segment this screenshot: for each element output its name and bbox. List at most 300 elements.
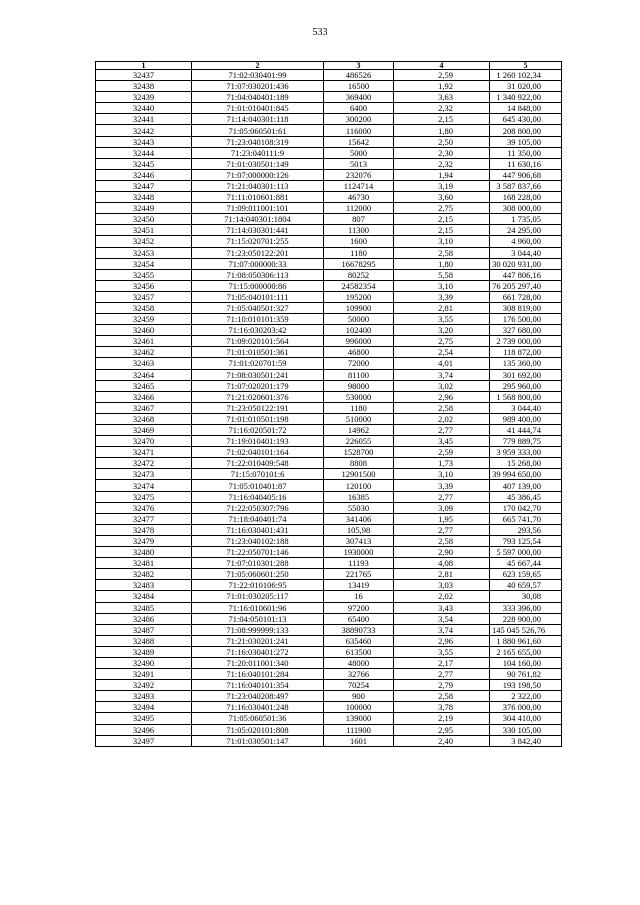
table-cell: 14 848,00	[490, 103, 562, 114]
table-cell: 2,77	[394, 425, 490, 436]
table-cell: 32493	[96, 691, 192, 702]
table-cell: 3,03	[394, 580, 490, 591]
table-cell: 32442	[96, 125, 192, 136]
table-cell: 2,77	[394, 669, 490, 680]
table-cell: 71:22:050701:146	[192, 547, 324, 558]
table-row	[96, 203, 562, 214]
table-row	[96, 291, 562, 302]
table-cell: 32488	[96, 635, 192, 646]
column-header: 1	[96, 62, 192, 70]
table-cell: 71:16:010601:96	[192, 602, 324, 613]
table-cell: 71:08:050306:113	[192, 269, 324, 280]
table-cell: 341406	[324, 513, 394, 524]
table-cell: 71:21:040301:113	[192, 180, 324, 191]
table-cell: 32457	[96, 291, 192, 302]
table-cell: 369400	[324, 92, 394, 103]
table-cell: 2,15	[394, 225, 490, 236]
table-row	[96, 247, 562, 258]
table-row	[96, 103, 562, 114]
table-cell: 665 741,70	[490, 513, 562, 524]
table-cell: 71:07:020201:179	[192, 380, 324, 391]
table-cell: 447 906,68	[490, 169, 562, 180]
table-cell: 3,54	[394, 613, 490, 624]
table-row	[96, 436, 562, 447]
table-row	[96, 469, 562, 480]
table-cell: 1600	[324, 236, 394, 247]
table-cell: 635460	[324, 635, 394, 646]
table-cell: 71:01:010401:845	[192, 103, 324, 114]
table-cell: 55030	[324, 502, 394, 513]
table-cell: 15642	[324, 136, 394, 147]
table-cell: 71:14:030301:441	[192, 225, 324, 236]
table-cell: 80252	[324, 269, 394, 280]
table-row	[96, 613, 562, 624]
table-cell: 779 889,75	[490, 436, 562, 447]
table-cell: 32483	[96, 580, 192, 591]
table-cell: 46800	[324, 347, 394, 358]
table-row	[96, 602, 562, 613]
table-cell: 81100	[324, 369, 394, 380]
table-cell: 71:08:999999:133	[192, 624, 324, 635]
table-cell: 71:09:011001:101	[192, 203, 324, 214]
table-cell: 3,10	[394, 469, 490, 480]
table-cell: 105,98	[324, 524, 394, 535]
table-cell: 71:22:050307:796	[192, 502, 324, 513]
table-cell: 32497	[96, 735, 192, 746]
table-cell: 71:05:040101:111	[192, 291, 324, 302]
table-row	[96, 491, 562, 502]
table-row	[96, 147, 562, 158]
table-cell: 3,74	[394, 624, 490, 635]
table-cell: 2,17	[394, 657, 490, 668]
table-cell: 13419	[324, 580, 394, 591]
table-cell: 193 198,50	[490, 680, 562, 691]
table-cell: 1180	[324, 247, 394, 258]
table-cell: 71:01:030205:117	[192, 591, 324, 602]
table-cell: 3,39	[394, 480, 490, 491]
table-cell: 71:07:030201:436	[192, 81, 324, 92]
table-cell: 623 159,65	[490, 569, 562, 580]
table-cell: 11 350,00	[490, 147, 562, 158]
table-cell: 16	[324, 591, 394, 602]
table-cell: 2,59	[394, 447, 490, 458]
table-row	[96, 81, 562, 92]
table-cell: 308 819,00	[490, 302, 562, 313]
table-cell: 1,92	[394, 81, 490, 92]
table-cell: 3,74	[394, 369, 490, 380]
table-row	[96, 458, 562, 469]
table-cell: 661 728,00	[490, 291, 562, 302]
table-cell: 2,15	[394, 114, 490, 125]
table-cell: 71:05:040501:327	[192, 302, 324, 313]
table-cell: 71:20:011001:340	[192, 657, 324, 668]
table-row	[96, 580, 562, 591]
table-cell: 71:19:010401:193	[192, 436, 324, 447]
table-cell: 71:16:030401:248	[192, 702, 324, 713]
table-cell: 3 842,40	[490, 735, 562, 746]
table-row	[96, 325, 562, 336]
table-cell: 3,02	[394, 380, 490, 391]
table-cell: 71:15:000000:86	[192, 280, 324, 291]
table-cell: 104 160,00	[490, 657, 562, 668]
table-cell: 71:22:010106:95	[192, 580, 324, 591]
table-cell: 120100	[324, 480, 394, 491]
table-cell: 5013	[324, 158, 394, 169]
table-cell: 304 410,00	[490, 713, 562, 724]
table-cell: 226055	[324, 436, 394, 447]
table-cell: 71:23:040208:497	[192, 691, 324, 702]
table-cell: 32455	[96, 269, 192, 280]
table-cell: 71:04:040401:189	[192, 92, 324, 103]
table-cell: 2,40	[394, 735, 490, 746]
table-cell: 71:02:040101:164	[192, 447, 324, 458]
table-cell: 613500	[324, 646, 394, 657]
table-cell: 807	[324, 214, 394, 225]
table-row	[96, 192, 562, 203]
table-row	[96, 624, 562, 635]
table-cell: 2 739 000,00	[490, 336, 562, 347]
table-cell: 97200	[324, 602, 394, 613]
table-cell: 1180	[324, 402, 394, 413]
table-cell: 4 960,00	[490, 236, 562, 247]
table-cell: 32484	[96, 591, 192, 602]
table-cell: 4,08	[394, 558, 490, 569]
table-cell: 32485	[96, 602, 192, 613]
table-cell: 16385	[324, 491, 394, 502]
table-row	[96, 447, 562, 458]
table-cell: 71:05:010401:87	[192, 480, 324, 491]
table-cell: 3,60	[394, 192, 490, 203]
table-cell: 32478	[96, 524, 192, 535]
table-cell: 32450	[96, 214, 192, 225]
table-cell: 32467	[96, 402, 192, 413]
table-cell: 2,58	[394, 402, 490, 413]
table-cell: 32437	[96, 70, 192, 81]
table-row	[96, 225, 562, 236]
table-cell: 3,39	[394, 291, 490, 302]
table-cell: 510000	[324, 413, 394, 424]
table-cell: 32482	[96, 569, 192, 580]
table-cell: 2,58	[394, 247, 490, 258]
table-cell: 2 165 655,00	[490, 646, 562, 657]
table-cell: 1,80	[394, 125, 490, 136]
table-cell: 32472	[96, 458, 192, 469]
table-cell: 530000	[324, 391, 394, 402]
table-cell: 71:14:040301:118	[192, 114, 324, 125]
table-cell: 2,90	[394, 547, 490, 558]
table-row	[96, 302, 562, 313]
table-cell: 2,95	[394, 724, 490, 735]
table-cell: 32492	[96, 680, 192, 691]
table-cell: 71:16:040405:16	[192, 491, 324, 502]
table-row	[96, 713, 562, 724]
table-cell: 293,56	[490, 524, 562, 535]
table-cell: 11300	[324, 225, 394, 236]
table-cell: 32486	[96, 613, 192, 624]
table-row	[96, 524, 562, 535]
table-cell: 100000	[324, 702, 394, 713]
table-cell: 32459	[96, 314, 192, 325]
table-cell: 135 360,00	[490, 358, 562, 369]
table-cell: 32466	[96, 391, 192, 402]
table-cell: 71:16:030401:272	[192, 646, 324, 657]
table-cell: 71:21:030201:241	[192, 635, 324, 646]
table-cell: 32468	[96, 413, 192, 424]
table-cell: 1930000	[324, 547, 394, 558]
table-cell: 3,20	[394, 325, 490, 336]
table-cell: 71:23:050122:201	[192, 247, 324, 258]
table-cell: 1601	[324, 735, 394, 746]
table-cell: 1,73	[394, 458, 490, 469]
table-cell: 112000	[324, 203, 394, 214]
table-cell: 90 761,82	[490, 669, 562, 680]
table-cell: 76 205 297,40	[490, 280, 562, 291]
table-cell: 2,96	[394, 635, 490, 646]
table-cell: 11193	[324, 558, 394, 569]
table-cell: 71:07:000000:33	[192, 258, 324, 269]
table-cell: 2,02	[394, 591, 490, 602]
table-cell: 71:16:040101:354	[192, 680, 324, 691]
table-cell: 1 340 922,00	[490, 92, 562, 103]
table-cell: 71:10:010101:359	[192, 314, 324, 325]
table-cell: 41 444,74	[490, 425, 562, 436]
table-cell: 2,81	[394, 302, 490, 313]
table-row	[96, 635, 562, 646]
table-row	[96, 547, 562, 558]
table-cell: 71:05:020101:808	[192, 724, 324, 735]
table-row	[96, 236, 562, 247]
table-cell: 71:05:060601:250	[192, 569, 324, 580]
table-row	[96, 646, 562, 657]
table-cell: 900	[324, 691, 394, 702]
table-cell: 71:15:020701:255	[192, 236, 324, 247]
column-header: 3	[324, 62, 394, 70]
table-cell: 31 020,00	[490, 81, 562, 92]
table-cell: 71:21:020601:376	[192, 391, 324, 402]
table-row	[96, 136, 562, 147]
table-cell: 32480	[96, 547, 192, 558]
table-cell: 32496	[96, 724, 192, 735]
table-cell: 3,43	[394, 602, 490, 613]
table-cell: 32445	[96, 158, 192, 169]
table-cell: 1 568 800,00	[490, 391, 562, 402]
table-cell: 2 322,00	[490, 691, 562, 702]
table-row	[96, 402, 562, 413]
table-row	[96, 158, 562, 169]
table-cell: 71:22:010409:548	[192, 458, 324, 469]
table-cell: 32479	[96, 535, 192, 546]
table-cell: 176 500,00	[490, 314, 562, 325]
table-cell: 330 105,00	[490, 724, 562, 735]
table-cell: 486526	[324, 70, 394, 81]
table-cell: 32438	[96, 81, 192, 92]
table-cell: 145 045 526,76	[490, 624, 562, 635]
table-cell: 996000	[324, 336, 394, 347]
table-cell: 46730	[324, 192, 394, 203]
table-cell: 32464	[96, 369, 192, 380]
table-cell: 102400	[324, 325, 394, 336]
table-cell: 32491	[96, 669, 192, 680]
table-row	[96, 513, 562, 524]
table-row	[96, 214, 562, 225]
table-cell: 32463	[96, 358, 192, 369]
table-cell: 50000	[324, 314, 394, 325]
table-cell: 32489	[96, 646, 192, 657]
table-cell: 2,96	[394, 391, 490, 402]
table-cell: 98000	[324, 380, 394, 391]
page-number: 533	[312, 27, 328, 38]
table-cell: 111900	[324, 724, 394, 735]
table-cell: 2,50	[394, 136, 490, 147]
table-cell: 14962	[324, 425, 394, 436]
column-header: 2	[192, 62, 324, 70]
table-row	[96, 380, 562, 391]
table-cell: 32481	[96, 558, 192, 569]
table-cell: 32454	[96, 258, 192, 269]
table-cell: 71:23:040108:319	[192, 136, 324, 147]
table-cell: 71:16:040101:284	[192, 669, 324, 680]
table-cell: 228 900,00	[490, 613, 562, 624]
table-cell: 307413	[324, 535, 394, 546]
table-cell: 2,77	[394, 524, 490, 535]
table-cell: 1,80	[394, 258, 490, 269]
table-cell: 32494	[96, 702, 192, 713]
table-cell: 2,75	[394, 203, 490, 214]
table-cell: 71:04:050101:13	[192, 613, 324, 624]
table-cell: 1 735,05	[490, 214, 562, 225]
table-cell: 5000	[324, 147, 394, 158]
table-cell: 221765	[324, 569, 394, 580]
table-cell: 32469	[96, 425, 192, 436]
table-cell: 16678295	[324, 258, 394, 269]
table-cell: 208 800,00	[490, 125, 562, 136]
table-cell: 71:11:010601:881	[192, 192, 324, 203]
table-cell: 71:07:010301:288	[192, 558, 324, 569]
table-cell: 71:15:070101:6	[192, 469, 324, 480]
table-cell: 32495	[96, 713, 192, 724]
table-cell: 645 430,00	[490, 114, 562, 125]
table-cell: 447 806,16	[490, 269, 562, 280]
table-row	[96, 657, 562, 668]
table-cell: 989 400,00	[490, 413, 562, 424]
table-row	[96, 114, 562, 125]
table-cell: 32474	[96, 480, 192, 491]
table-cell: 5,58	[394, 269, 490, 280]
data-table	[95, 61, 562, 747]
table-body	[96, 70, 562, 747]
table-cell: 2,54	[394, 347, 490, 358]
table-cell: 39 105,00	[490, 136, 562, 147]
table-cell: 2,59	[394, 70, 490, 81]
table-cell: 30 020 931,00	[490, 258, 562, 269]
table-cell: 32453	[96, 247, 192, 258]
table-row	[96, 569, 562, 580]
table-cell: 1 880 961,60	[490, 635, 562, 646]
table-cell: 2,75	[394, 336, 490, 347]
table-cell: 2,81	[394, 569, 490, 580]
table-row	[96, 480, 562, 491]
table-cell: 32465	[96, 380, 192, 391]
table-cell: 3,63	[394, 92, 490, 103]
table-cell: 8808	[324, 458, 394, 469]
table-cell: 32473	[96, 469, 192, 480]
table-cell: 4,01	[394, 358, 490, 369]
table-cell: 1 260 102,34	[490, 70, 562, 81]
table-cell: 24 295,00	[490, 225, 562, 236]
table-cell: 71:01:030501:149	[192, 158, 324, 169]
table-cell: 71:23:050122:191	[192, 402, 324, 413]
table-cell: 71:23:040102:188	[192, 535, 324, 546]
table-cell: 3,78	[394, 702, 490, 713]
table-cell: 32456	[96, 280, 192, 291]
table-row	[96, 180, 562, 191]
table-cell: 45 386,45	[490, 491, 562, 502]
table-cell: 3,10	[394, 280, 490, 291]
table-cell: 2,79	[394, 680, 490, 691]
table-cell: 71:07:000000:126	[192, 169, 324, 180]
table-cell: 333 396,00	[490, 602, 562, 613]
table-cell: 170 042,70	[490, 502, 562, 513]
table-cell: 32452	[96, 236, 192, 247]
table-cell: 38890733	[324, 624, 394, 635]
table-cell: 232076	[324, 169, 394, 180]
table-cell: 32476	[96, 502, 192, 513]
table-cell: 71:02:030401:99	[192, 70, 324, 81]
table-row	[96, 591, 562, 602]
table-cell: 3,45	[394, 436, 490, 447]
table-cell: 116000	[324, 125, 394, 136]
table-row	[96, 669, 562, 680]
table-cell: 32462	[96, 347, 192, 358]
table-cell: 39 994 650,00	[490, 469, 562, 480]
table-cell: 71:01:030501:147	[192, 735, 324, 746]
table-cell: 3,55	[394, 314, 490, 325]
table-cell: 24582354	[324, 280, 394, 291]
table-cell: 65400	[324, 613, 394, 624]
table-cell: 71:09:020101:564	[192, 336, 324, 347]
table-cell: 32470	[96, 436, 192, 447]
table-cell: 32439	[96, 92, 192, 103]
table-row	[96, 691, 562, 702]
table-cell: 195200	[324, 291, 394, 302]
table-cell: 2,19	[394, 713, 490, 724]
table-cell: 376 000,00	[490, 702, 562, 713]
table-cell: 71:05:060501:61	[192, 125, 324, 136]
table-row	[96, 258, 562, 269]
table-cell: 2,32	[394, 158, 490, 169]
table-cell: 793 125,54	[490, 535, 562, 546]
table-cell: 2,02	[394, 413, 490, 424]
table-row	[96, 169, 562, 180]
table-cell: 3 044,40	[490, 402, 562, 413]
table-cell: 15 268,00	[490, 458, 562, 469]
table-cell: 71:01:010501:198	[192, 413, 324, 424]
table-cell: 12901500	[324, 469, 394, 480]
table-cell: 32449	[96, 203, 192, 214]
table-cell: 2,58	[394, 535, 490, 546]
table-cell: 1,94	[394, 169, 490, 180]
table-cell: 32766	[324, 669, 394, 680]
table-cell: 32461	[96, 336, 192, 347]
table-cell: 71:16:020501:72	[192, 425, 324, 436]
table-row	[96, 413, 562, 424]
table-row	[96, 680, 562, 691]
table-cell: 2,15	[394, 214, 490, 225]
table-cell: 1,95	[394, 513, 490, 524]
table-cell: 1124714	[324, 180, 394, 191]
table-row	[96, 70, 562, 81]
table-cell: 32444	[96, 147, 192, 158]
